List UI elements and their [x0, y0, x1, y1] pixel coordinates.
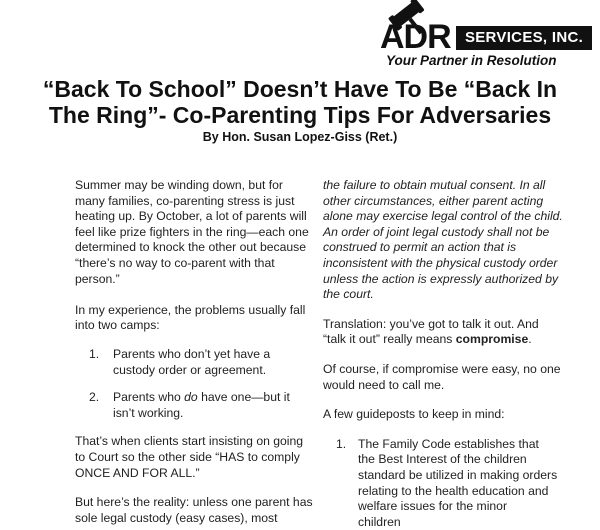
- experience-paragraph: In my experience, the problems usually fall into two camps:: [75, 302, 306, 333]
- title-line-1: “Back To School” Doesn’t Have To Be “Back In: [42, 76, 558, 102]
- compromise-paragraph: Of course, if compromise were easy, no one would need to call me.: [323, 361, 561, 392]
- article-byline: By Hon. Susan Lopez-Giss (Ret.): [202, 130, 398, 144]
- adr-logo: [380, 6, 594, 70]
- family-code-quote: the failure to obtain mutual consent. In all other circumstances, either parent acting alone may exercise legal control of the child. An order of joint legal custody shall not be construed to permit an action that is inconsistent with the physical custody order unless the action is expressly authorized by the court.: [323, 178, 563, 302]
- article-title: [0, 76, 600, 128]
- guideposts-intro: A few guideposts to keep in mind:: [323, 407, 505, 422]
- logo-tagline: Your Partner in Resolution: [386, 53, 557, 68]
- intro-paragraph: Summer may be winding down, but for many families, co-parenting stress is just heating up. By October, a lot of parents will feel like prize fighters in the ring—each one determined to knock the other out because “there’s no way to co-parent with that person.”: [75, 178, 309, 286]
- clients-paragraph: That’s when clients start insisting on going to Court so the other side “HAS to comply ONCE AND FOR ALL.”: [75, 434, 304, 480]
- logo-brand: ADR: [380, 18, 451, 56]
- list-item: 1. The Family Code establishes that the Best Interest of the children standard be utilized in making orders relating to the health education and welfare issues for the minor children: [336, 436, 558, 529]
- title-line-2: The Ring”- Co-Parenting Tips For Adversaries: [48, 102, 552, 128]
- list-item: 1. Parents who don’t yet have a custody order or agreement.: [89, 346, 271, 377]
- camps-list: [89, 347, 315, 421]
- list-item: 2. Parents who do have one—but it isn’t working.: [89, 390, 290, 420]
- logo-services: SERVICES, INC.: [456, 26, 592, 50]
- reality-paragraph: But here’s the reality: unless one parent has sole legal custody (easy cases), most: [75, 495, 313, 525]
- translation-paragraph: Translation: you’ve got to talk it out. And “talk it out” really means compromise.: [323, 316, 539, 347]
- guideposts-list: [336, 437, 569, 530]
- right-column: [323, 178, 569, 530]
- left-column: [75, 178, 315, 526]
